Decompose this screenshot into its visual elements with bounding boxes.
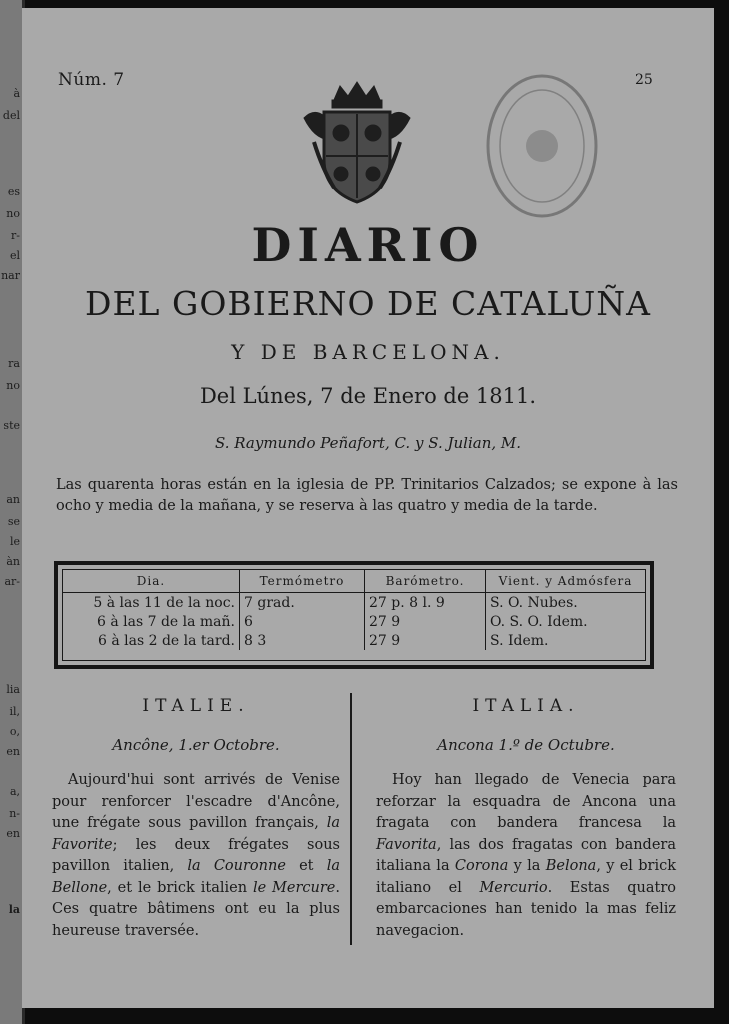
column-divider [350,693,352,945]
strip-fragment: an [6,494,20,506]
strip-fragment: ar- [4,576,20,588]
weather-cell-termometro: 6 [240,612,365,631]
page-number: 25 [635,72,653,88]
spanish-column-heading: ITALIA. [472,696,580,716]
strip-fragment: le [9,536,20,548]
weather-cell-barometro: 27 9 [365,631,486,650]
newspaper-subtitle: DEL GOBIERNO DE CATALUÑA [85,284,651,323]
spanish-column [376,696,676,942]
strip-fragment: à [13,88,20,100]
french-column-heading: ITALIE. [142,696,250,716]
table-row [63,593,645,613]
strip-fragment: la [8,904,20,916]
strip-fragment: se [7,516,20,528]
strip-fragment: ste [3,420,20,432]
french-column-text: Aujourd'hui sont arrivés de Venise pour renforcer l'escadre d'Ancône, une frégate sous pavillon français, la Favorite; les deux frégates sous pavillon italien, la Couronne et la Bellone, et le brick italien le Mercure. Ces quatre bâtimens ont eu la plus heureuse traversée. [52,772,340,939]
strip-fragment: n- [9,808,20,820]
table-row [63,631,645,650]
strip-fragment: no [6,380,20,392]
weather-cell-viento: O. S. O. Idem. [490,613,588,630]
strip-fragment: no [6,208,20,220]
strip-fragment: ra [8,358,20,370]
religious-notice: Las quarenta horas están en la iglesia de PP. Trinitarios Calzados; se expone à las ocho y media de la mañana, y se reserva à las quatro y media de la tarde. [56,477,678,514]
weather-cell-barometro: 27 9 [365,612,486,631]
strip-fragment: lia [6,684,20,696]
strip-fragment: a, [9,786,20,798]
weather-header-dia: Dia. [63,570,240,593]
french-column-dateline: Ancône, 1.er Octobre. [112,736,280,754]
weather-header-termometro: Termómetro [240,570,365,593]
strip-fragment: nar [1,270,20,282]
french-column [52,696,340,942]
spanish-column-text: Hoy han llegado de Venecia para reforzar la esquadra de Ancona una fragata con bandera francesa la Favorita, las dos fragatas con bandera italiana la Corona y la Belona, y el brick italiano el Mercurio. Estas quatro embarcaciones han tenido la mas feliz navegacion. [376,772,676,939]
royal-coat-of-arms-icon [294,78,420,208]
saints-of-the-day: S. Raymundo Peñafort, C. y S. Julian, M. [214,434,522,452]
strip-fragment: o, [9,726,20,738]
weather-cell-termometro: 8 3 [240,631,365,650]
weather-header-viento: Vient. y Admósfera [486,570,646,593]
strip-fragment: àn [6,556,20,568]
strip-fragment: il, [9,706,20,718]
strip-fragment: en [6,746,20,758]
library-stamp-icon [484,72,600,222]
strip-fragment: en [6,828,20,840]
strip-fragment: del [2,110,20,122]
issue-date: Del Lúnes, 7 de Enero de 1811. [199,384,537,408]
newspaper-subtitle-2: Y DE BARCELONA. [231,340,505,364]
weather-cell-dia: 6 à las 2 de la tard. [63,631,240,650]
weather-cell-dia: 6 à las 7 de la mañ. [63,612,240,631]
weather-cell-termometro: 7 grad. [240,593,365,613]
weather-table [54,561,654,669]
newspaper-title: DIARIO [251,218,485,272]
strip-fragment: es [7,186,20,198]
newspaper-page [22,8,714,1008]
issue-number: Núm. 7 [58,70,125,90]
strip-fragment: el [9,250,20,262]
table-row [63,612,645,631]
weather-cell-viento: S. Idem. [490,632,549,649]
spanish-column-dateline: Ancona 1.º de Octubre. [437,736,615,754]
strip-fragment: r- [11,230,20,242]
weather-header-barometro: Barómetro. [365,570,486,593]
weather-cell-viento: S. O. Nubes. [490,594,578,611]
weather-cell-dia: 5 à las 11 de la noc. [63,593,240,613]
weather-cell-barometro: 27 p. 8 l. 9 [365,593,486,613]
